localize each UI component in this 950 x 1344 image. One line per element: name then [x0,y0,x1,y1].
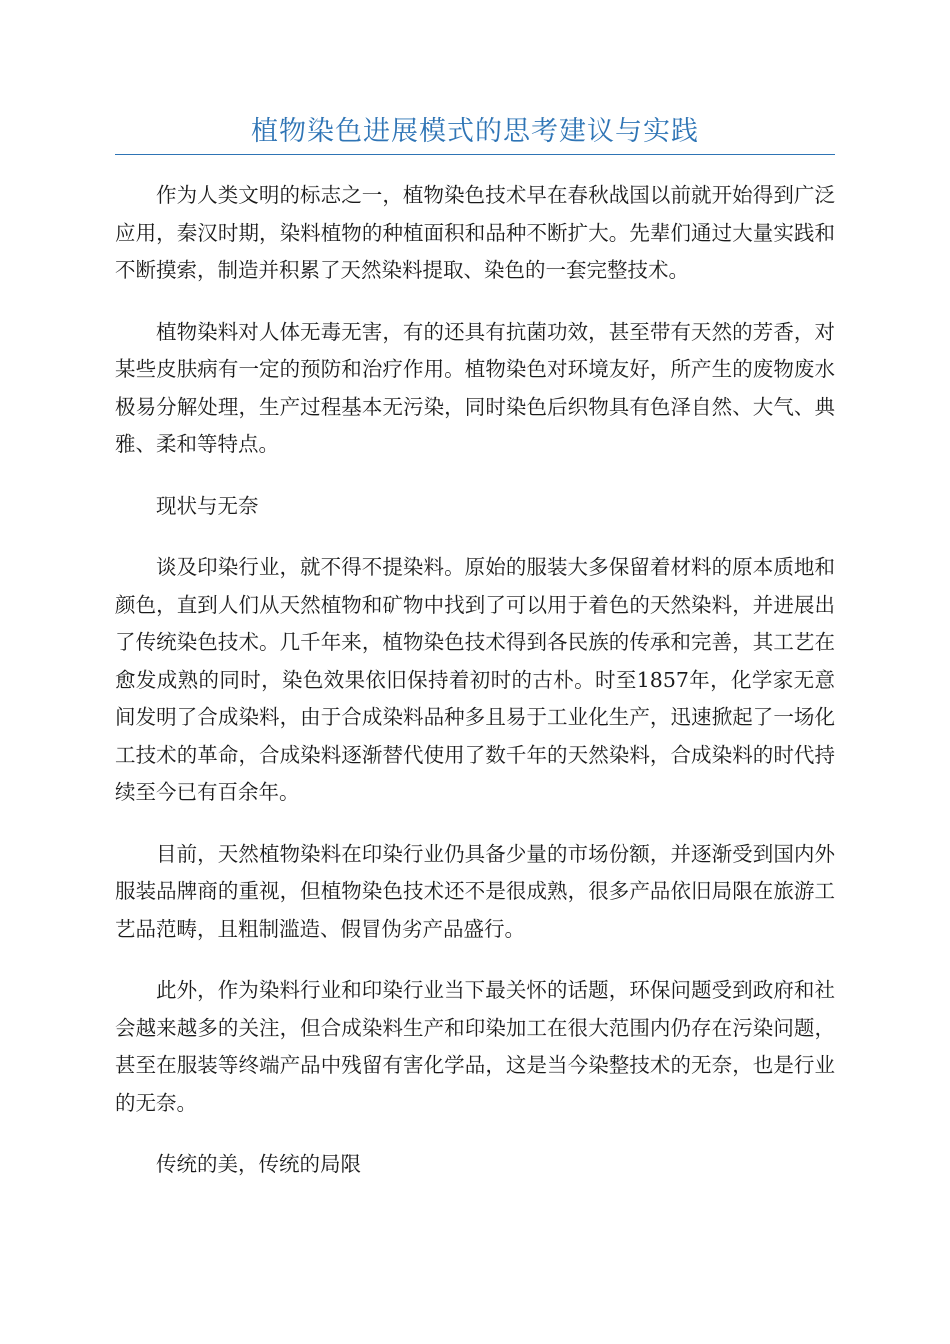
paragraph-intro: 作为人类文明的标志之一，植物染色技术早在春秋战国以前就开始得到广泛应用，秦汉时期，染料植物的种植面积和品种不断扩大。先辈们通过大量实践和不断摸索，制造并积累了天然染料提取、染色的一套完整技术。 [115,183,835,282]
paragraph-environment: 此外，作为染料行业和印染行业当下最关怀的话题，环保问题受到政府和社会越来越多的关注，但合成染料生产和印染加工在很大范围内仍存在污染问题，甚至在服装等终端产品中残留有害化学品，这是当今染整技术的无奈，也是行业的无奈。 [115,978,835,1115]
paragraph-history: 谈及印染行业，就不得不提染料。原始的服装大多保留着材料的原本质地和颜色，直到人们从天然植物和矿物中找到了可以用于着色的天然染料，并进展出了传统染色技术。几千年来，植物染色技术得到各民族的传承和完善，其工艺在愈发成熟的同时，染色效果依旧保持着初时的古朴。时至1857年，化学家无意间发明了合成染料，由于合成染料品种多且易于工业化生产，迅速掀起了一场化工技术的革命，合成染料逐渐替代使用了数千年的天然染料，合成染料的时代持续至今已有百余年。 [115,555,835,804]
title-underline [115,154,835,155]
section-heading-tradition: 传统的美，传统的局限 [156,1152,361,1176]
paragraph-market: 目前，天然植物染料在印染行业仍具备少量的市场份额，并逐渐受到国内外服装品牌商的重视，但植物染色技术还不是很成熟，很多产品依旧局限在旅游工艺品范畴，且粗制滥造、假冒伪劣产品盛行。 [115,841,835,941]
section-heading-status: 现状与无奈 [156,493,259,518]
document-title: 植物染色进展模式的思考建议与实践 [251,116,699,147]
paragraph-benefits: 植物染料对人体无毒无害，有的还具有抗菌功效，甚至带有天然的芳香，对某些皮肤病有一定的预防和治疗作用。植物染色对环境友好，所产生的废物废水极易分解处理，生产过程基本无污染，同时染色后织物具有色泽自然、大气、典雅、柔和等特点。 [115,319,835,456]
document-body [115,177,835,1208]
